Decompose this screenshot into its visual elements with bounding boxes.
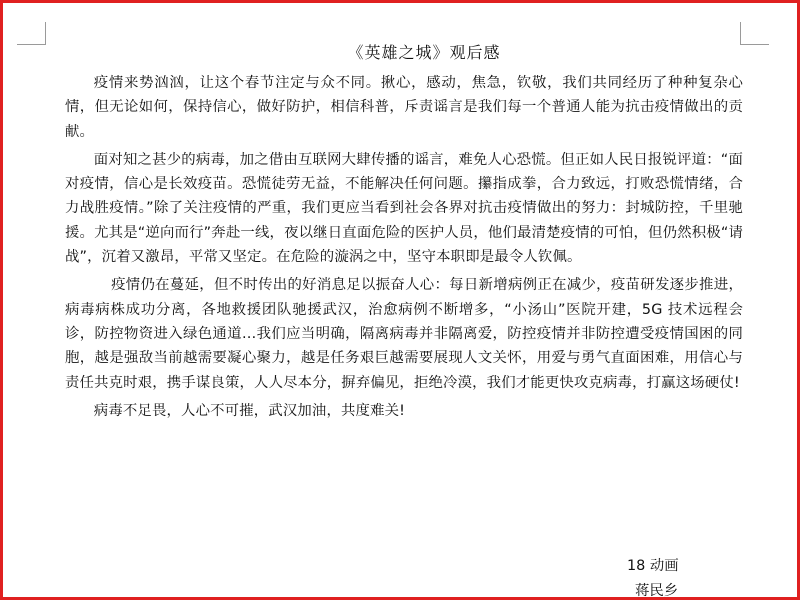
page-corner-mark-top-right [740, 22, 769, 45]
paragraph-1: 疫情来势汹汹，让这个春节注定与众不同。揪心，感动，焦急，钦敬，我们共同经历了种种复杂心情，但无论如何，保持信心，做好防护，相信科普，斥责谣言是我们每一个普通人能为抗击疫情做出的贡献。 [65, 75, 743, 140]
paragraph-3: 疫情仍在蔓延，但不时传出的好消息足以振奋人心：每日新增病例正在减少，疫苗研发逐步推进，病毒病株成功分离，各地救援团队驰援武汉，治愈病例不断增多，“小汤山”医院开建，5G 技术远程会诊，防控物资进入绿色通道…我们应当明确，隔离病毒并非隔离爱，防控疫情并非防控遭受疫情国困的同胞，越是强敌当前越需要凝心聚力，越是任务艰巨越需要展现人文关怀，用爱与勇气直面困难，用信心与责任共克时艰，携手谋良策，人人尽本分，摒弃偏见，拒绝冷漠，我们才能更快攻克病毒，打赢这场硬仗! [65, 277, 743, 391]
page-corner-mark-top-left [17, 22, 46, 45]
paragraph-4: 病毒不足畏，人心不可摧，武汉加油，共度难关! [93, 402, 406, 419]
signature-author: 蒋民乡 [635, 583, 679, 599]
signature-class: 18 动画 [627, 558, 679, 574]
document-body [65, 41, 743, 427]
paragraph-2: 面对知之甚少的病毒，加之借由互联网大肆传播的谣言，难免人心恐慌。但正如人民日报锐评道：“面对疫情，信心是长效疫苗。恐慌徒劳无益，不能解决任何问题。攥指成拳，合力致远，打败恐慌情绪，合力战胜疫情。”除了关注疫情的严重，我们更应当看到社会各界对抗击疫情做出的努力：封城防控，千里驰援。尤其是“逆向而行”奔赴一线，夜以继日直面危险的医护人员，他们最清楚疫情的可怕，但仍然积极“请战”，沉着又激昂，平常又坚定。在危险的漩涡之中，坚守本职即是最令人钦佩。 [65, 151, 743, 266]
document-title: 《英雄之城》观后感 [347, 43, 501, 62]
